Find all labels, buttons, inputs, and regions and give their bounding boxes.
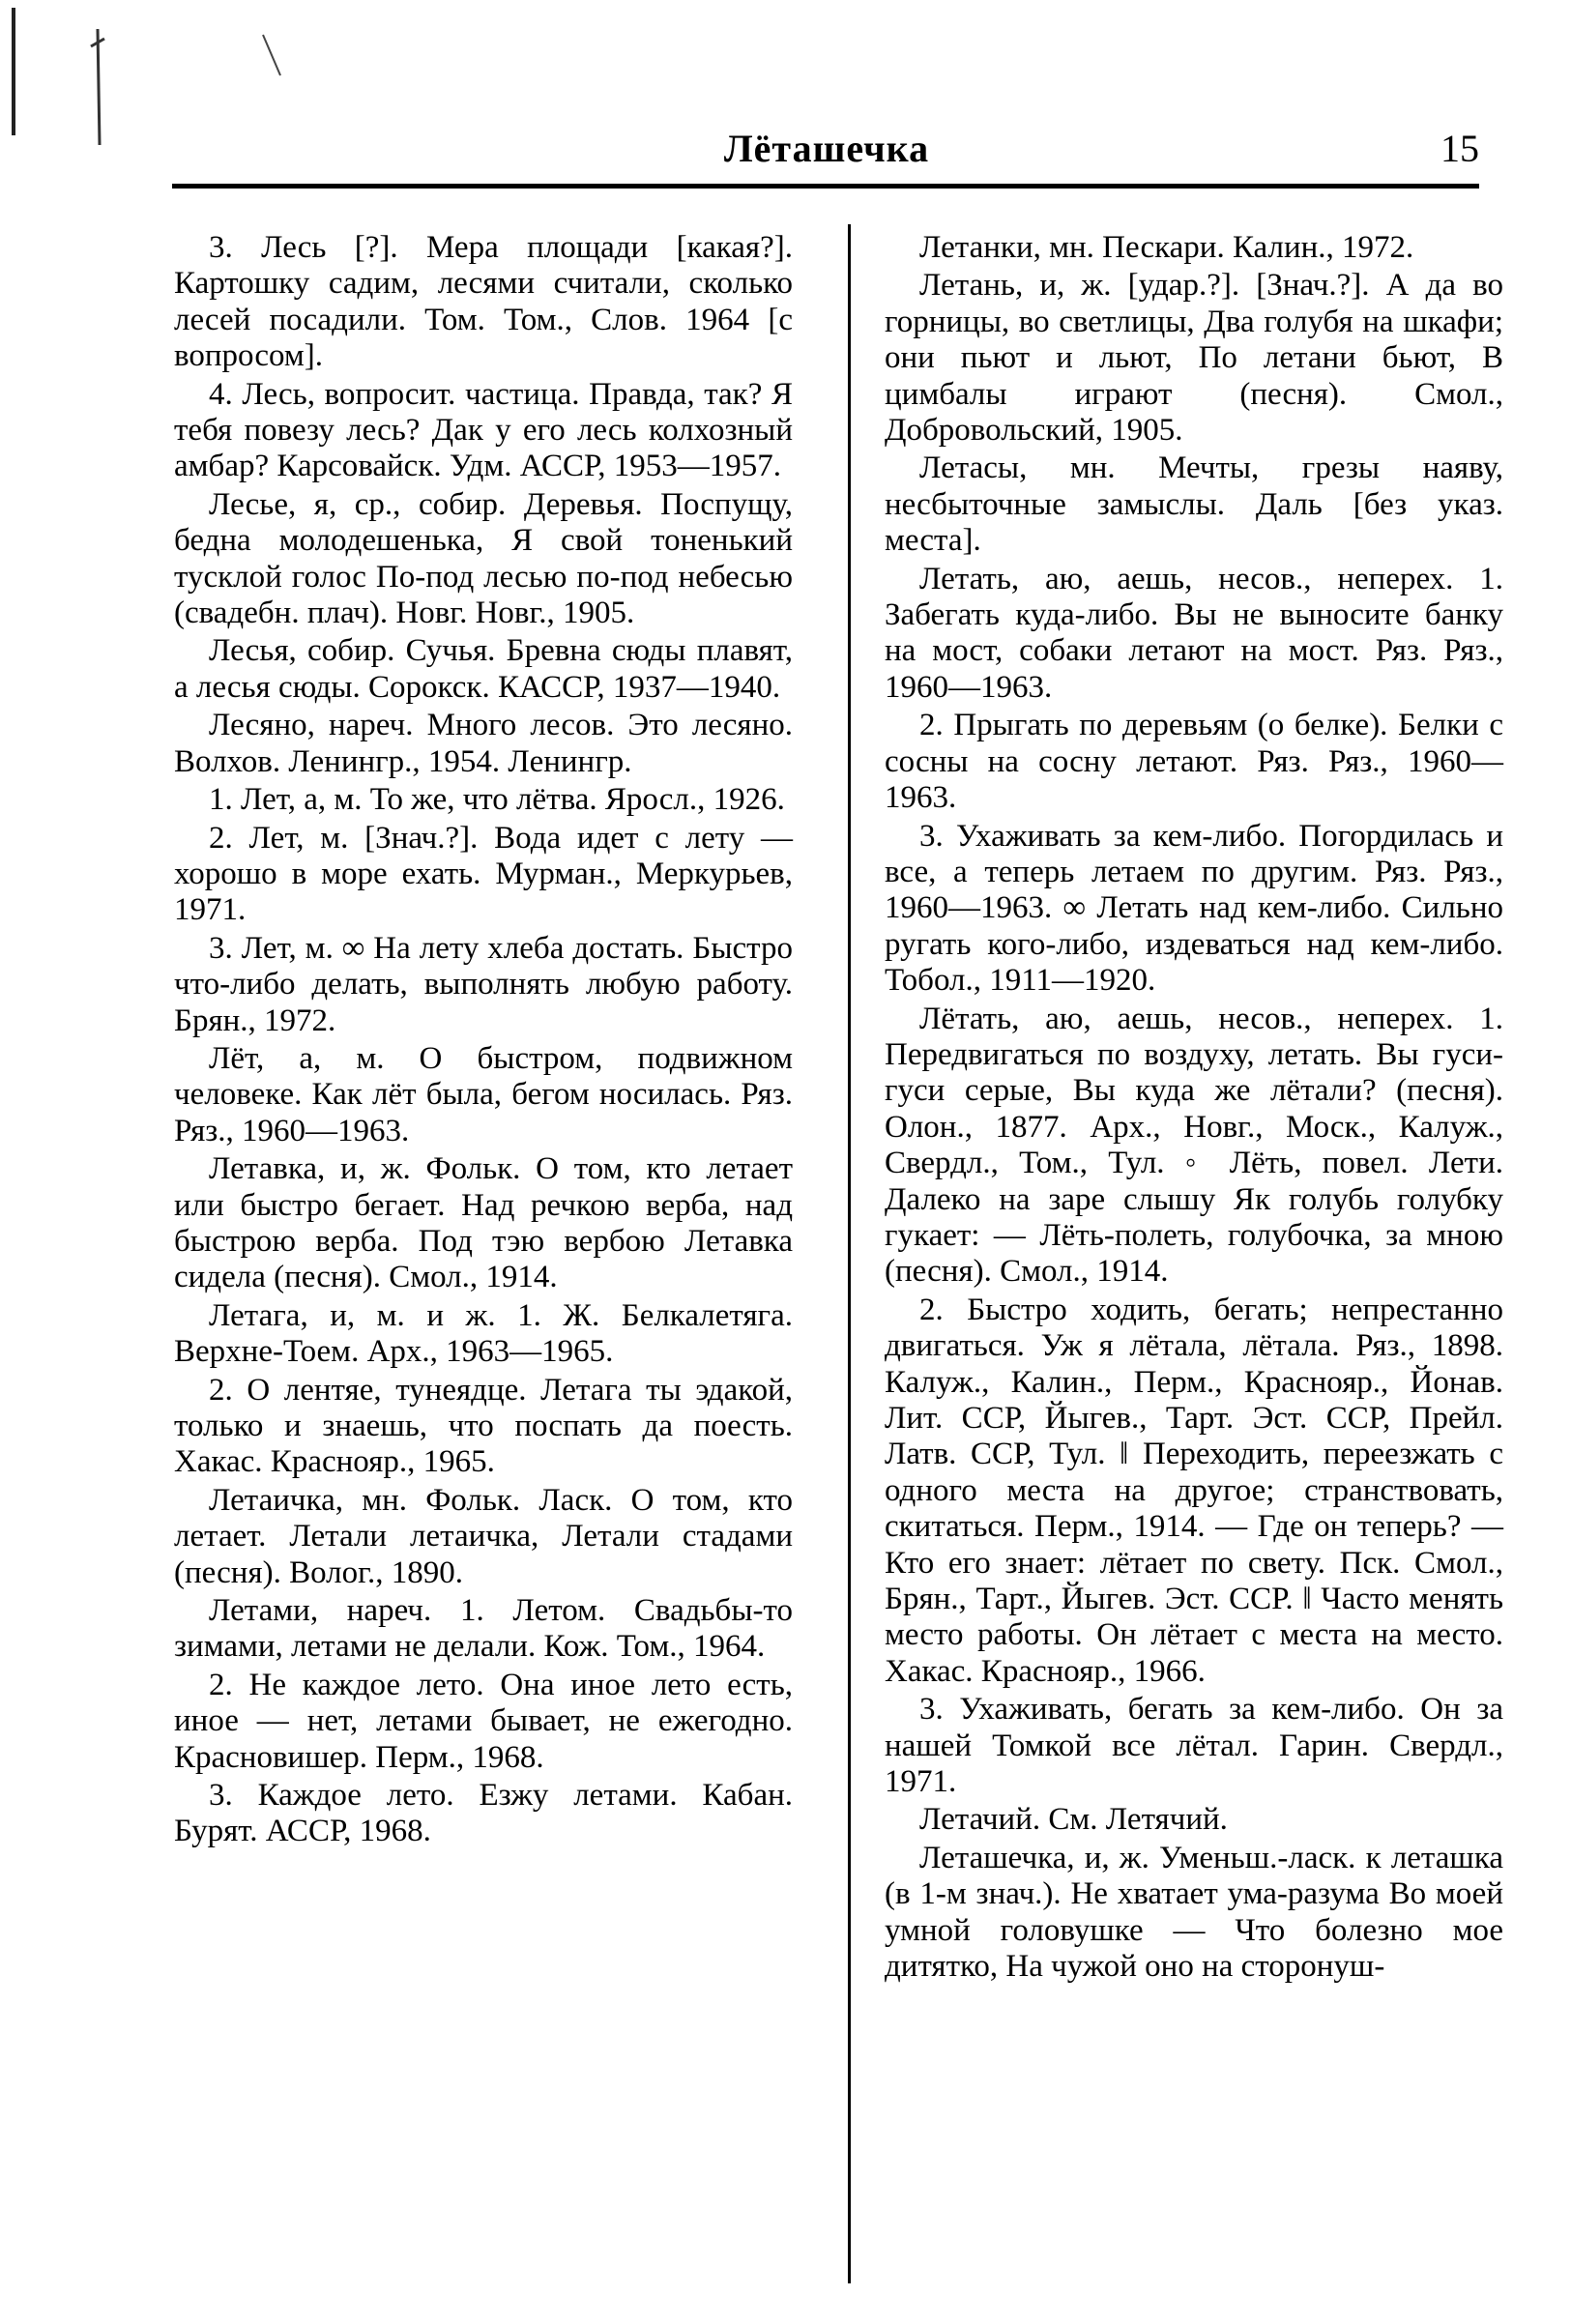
dictionary-entry: Лесья, собир. Сучья. Бревна сюды плавят, а лесья сюды. Сорокск. КАССР, 1937—1940.	[174, 633, 793, 705]
dictionary-entry: Летань, и, ж. [удар.?]. [Знач.?]. А да во горницы, во светлицы, Два голубя на шкафи; они пьют и льют, По летани бьют, В цимбалы играют (песня). Смол., Добровольский, 1905.	[885, 268, 1503, 449]
dictionary-entry: Леташечка, и, ж. Уменьш.-ласк. к леташка (в 1-м знач.). Не хватает ума-разума Во моей умной головушке — Что болезно мое дитятко, На чужой оно на сторонуш-	[885, 1840, 1503, 1985]
running-head: Лёташечка	[723, 127, 930, 170]
dictionary-entry: 3. Лесь [?]. Мера площади [какая?]. Картошку садим, лесями считали, сколько лесей посадили. Том. Том., Слов. 1964 [с вопросом].	[174, 230, 793, 374]
dictionary-entry: Летачий. См. Летячий.	[919, 1802, 1228, 1838]
column-divider	[848, 224, 851, 2283]
dictionary-entry: 3. Ухаживать, бегать за кем-либо. Он за нашей Томкой все лётал. Гарин. Свердл., 1971.	[885, 1692, 1503, 1800]
dictionary-entry: 2. О лентяе, тунеядце. Летага ты эдакой, только и знаешь, что поспать да поесть. Хакас. Краснояр., 1965.	[174, 1372, 793, 1480]
dictionary-entry: 2. Лет, м. [Знач.?]. Вода идет с лету — хорошо в море ехать. Мурман., Меркурьев, 1971.	[174, 820, 793, 928]
dictionary-entry: Летать, аю, аешь, несов., неперех. 1. Забегать куда-либо. Вы не выносите банку на мост, собаки летают на мост. Ряз. Ряз., 1960—1963.	[885, 561, 1503, 705]
dictionary-entry: 2. Прыгать по деревьям (о белке). Белки с сосны на сосну летают. Ряз. Ряз., 1960—1963.	[885, 708, 1503, 816]
dictionary-entry: 2. Быстро ходить, бегать; непрестанно двигаться. Уж я лётала, лётала. Ряз., 1898. Калуж., Калин., Перм., Краснояр., Йонав. Лит. ССР, Йыгев., Тарт. Эст. ССР, Прейл. Латв. ССР, Тул. ‖ Переходить, переезжать с одного места на другое; странствовать, скитаться. Перм., 1914. — Где он теперь? — Кто его знает: лётает по свету. Пск. Смол., Брян., Тарт., Йыгев. Эст. ССР. ‖ Часто менять место работы. Он лётает с места на место. Хакас. Краснояр., 1966.	[885, 1292, 1503, 1689]
left-column	[174, 230, 793, 1850]
dictionary-entry: Летага, и, м. и ж. 1. Ж. Белкалетяга. Верхне-Тоем. Арх., 1963—1965.	[174, 1297, 793, 1370]
dictionary-entry: Летанки, мн. Пескари. Калин., 1972.	[919, 230, 1414, 265]
dictionary-entry: 1. Лет, а, м. То же, что лётва. Яросл., 1926.	[209, 782, 785, 818]
dictionary-entry: Летавка, и, ж. Фольк. О том, кто летает или быстро бегает. Над речкою верба, над быстрою верба. Под тэю вербою Летавка сидела (песня). Смол., 1914.	[174, 1151, 793, 1295]
dictionary-entry: Лесяно, нареч. Много лесов. Это лесяно. Волхов. Ленингр., 1954. Ленингр.	[174, 708, 793, 779]
dictionary-entry: Летасы, мн. Мечты, грезы наяву, несбыточные замыслы. Даль [без указ. места].	[885, 450, 1503, 559]
dictionary-entry: Летаичка, мн. Фольк. Ласк. О том, кто летает. Летали летаичка, Летали стадами (песня). Волог., 1890.	[174, 1482, 793, 1590]
dictionary-entry: Летами, нареч. 1. Летом. Свадьбы-то зимами, летами не делали. Кож. Том., 1964.	[174, 1593, 793, 1665]
dictionary-entry: Лётать, аю, аешь, несов., неперех. 1. Передвигаться по воздуху, летать. Вы гуси-гуси серые, Вы куда же лётали? (песня). Олон., 1877. Арх., Новг., Моск., Калуж., Свердл., Том., Тул. ◦ Лёть, повел. Лети. Далеко на заре слышу Як голубь голубку гукает: — Лёть-полеть, голубочка, за мною (песня). Смол., 1914.	[885, 1001, 1503, 1290]
header-rule	[172, 184, 1479, 189]
dictionary-entry: 3. Ухаживать за кем-либо. Погордилась и все, а теперь летаем по другим. Ряз. Ряз., 1960—1963. ∞ Летать над кем-либо. Сильно ругать кого-либо, издеваться над кем-либо. Тобол., 1911—1920.	[885, 818, 1503, 999]
dictionary-entry: Лёт, а, м. О быстром, подвижном человеке. Как лёт была, бегом носилась. Ряз. Ряз., 1960—1963.	[174, 1040, 793, 1148]
dictionary-entry: 3. Каждое лето. Езжу летами. Кабан. Бурят. АССР, 1968.	[174, 1778, 793, 1849]
page-header	[174, 126, 1479, 184]
right-column	[885, 230, 1503, 1986]
page-number: 15	[1440, 127, 1479, 170]
dictionary-entry: 4. Лесь, вопросит. частица. Правда, так? Я тебя повезу лесь? Дак у его лесь колхозный амбар? Карсовайск. Удм. АССР, 1953—1957.	[174, 376, 793, 484]
dictionary-entry: Лесье, я, ср., собир. Деревья. Поспущу, бедна молодешенька, Я свой тоненький тусклой голос По-под лесью по-под небесью (свадебн. плач). Новг. Новг., 1905.	[174, 486, 793, 631]
dictionary-entry: 3. Лет, м. ∞ На лету хлеба достать. Быстро что-либо делать, выполнять любую работу. Брян., 1972.	[174, 930, 793, 1038]
dictionary-entry: 2. Не каждое лето. Она иное лето есть, иное — нет, летами бывает, не ежегодно. Красновишер. Перм., 1968.	[174, 1667, 793, 1775]
